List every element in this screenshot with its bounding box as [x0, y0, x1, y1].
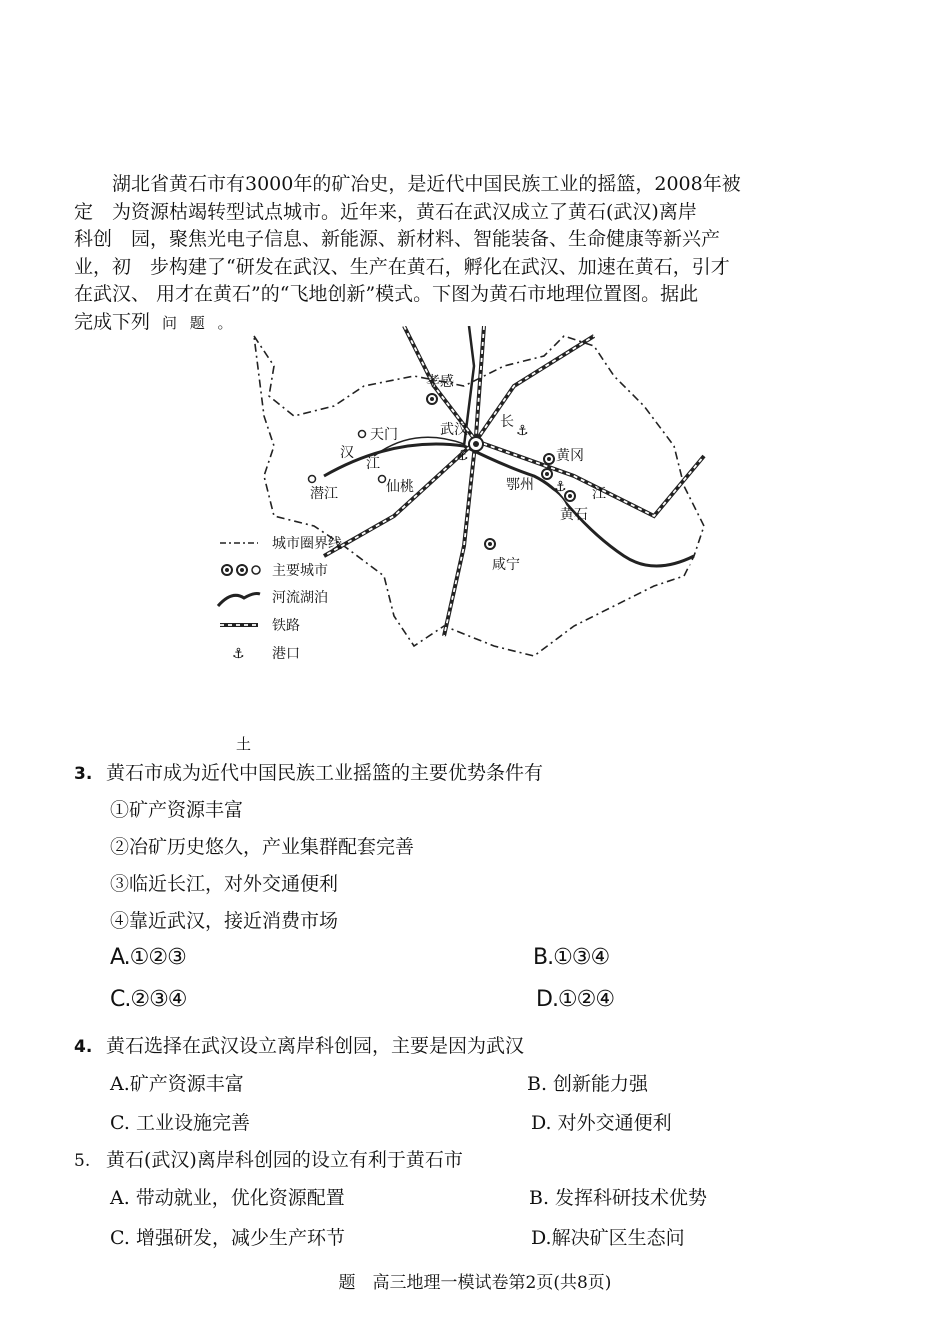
option-a[interactable]: A.矿产资源丰富 — [110, 1073, 244, 1095]
map-label: 武汉 — [440, 422, 468, 438]
question-number: 5. — [74, 1151, 91, 1171]
statement: ②冶矿历史悠久，产业集群配套完善 — [110, 836, 415, 858]
question-5 — [74, 1145, 463, 1172]
option-b[interactable]: B.①③④ — [533, 945, 610, 970]
statement: ③临近长江，对外交通便利 — [110, 873, 339, 895]
option-c[interactable]: C. 工业设施完善 — [110, 1112, 250, 1134]
map-label: 潜江 — [310, 486, 338, 502]
map-label: 汉 — [340, 445, 354, 461]
map-label: 孝感 — [426, 374, 454, 390]
intro-line: 完成下列 — [74, 310, 151, 333]
question-4 — [74, 1031, 524, 1058]
statement: ④靠近武汉，接近消费市场 — [110, 910, 339, 932]
option-a[interactable]: A.①②③ — [110, 945, 186, 970]
svg-text:⚓: ⚓ — [516, 423, 529, 439]
option-b[interactable]: B. 发挥科研技术优势 — [529, 1187, 708, 1209]
option-b[interactable]: B. 创新能力强 — [527, 1073, 649, 1095]
question-stem: 黄石(武汉)离岸科创园的设立有利于黄石市 — [106, 1149, 463, 1171]
map-label: 江 — [366, 456, 380, 472]
svg-text:⚓: ⚓ — [554, 479, 567, 495]
map-label: 咸宁 — [492, 557, 520, 573]
stray-mark: 土 — [236, 735, 252, 753]
option-d[interactable]: D.解决矿区生态问 — [531, 1227, 685, 1249]
huangshi-location-map — [214, 326, 720, 670]
question-number: 3. — [74, 764, 93, 784]
option-c[interactable]: C.②③④ — [110, 987, 187, 1012]
question-stem: 黄石市成为近代中国民族工业摇篮的主要优势条件有 — [106, 762, 544, 784]
intro-line: 湖北省黄石市有3000年的矿冶史，是近代中国民族工业的摇篮，2008年被 — [112, 173, 741, 195]
map-label: 鄂州 — [506, 477, 534, 493]
legend-label: 港口 — [272, 646, 300, 662]
intro-line-tail: 问 题 。 — [162, 313, 237, 332]
question-stem: 黄石选择在武汉设立离岸科创园，主要是因为武汉 — [106, 1035, 525, 1057]
intro-line: 科创 园，聚焦光电子信息、新能源、新材料、智能装备、生命健康等新兴产 — [74, 228, 721, 250]
map-label: 天门 — [370, 427, 398, 443]
city-legend-icon — [222, 565, 260, 575]
map-label: 黄冈 — [556, 448, 584, 464]
map-label: 仙桃 — [386, 479, 414, 495]
legend-label: 主要城市 — [272, 563, 328, 579]
svg-text:⚓: ⚓ — [456, 448, 469, 464]
question-number: 4. — [74, 1037, 93, 1057]
map-label: 江 — [592, 486, 606, 502]
option-c[interactable]: C. 增强研发，减少生产环节 — [110, 1227, 345, 1249]
option-a[interactable]: A. 带动就业，优化资源配置 — [110, 1187, 345, 1209]
option-d[interactable]: D.①②④ — [536, 987, 615, 1012]
legend-label: 河流湖泊 — [272, 590, 328, 606]
map-label: 长 — [500, 414, 514, 430]
port-legend-icon: ⚓ — [232, 646, 245, 662]
legend-label: 铁路 — [272, 618, 300, 634]
option-d[interactable]: D. 对外交通便利 — [531, 1112, 672, 1134]
intro-line: 业，初 步构建了“研发在武汉、生产在黄石，孵化在武汉、加速在黄石，引才 — [74, 255, 730, 278]
map-label: 黄石 — [560, 507, 588, 523]
river-legend-icon — [218, 594, 260, 607]
intro-passage — [74, 171, 860, 337]
statement: ①矿产资源丰富 — [110, 799, 244, 821]
intro-line: 定 为资源枯竭转型试点城市。近年来，黄石在武汉成立了黄石(武汉)离岸 — [74, 200, 697, 223]
question-3 — [74, 758, 543, 785]
page-footer: 题 高三地理一模试卷第2页(共8页) — [338, 1273, 612, 1293]
intro-line: 在武汉、 用才在黄石”的“飞地创新”模式。下图为黄石市地理位置图。据此 — [74, 283, 699, 305]
legend-label: 城市圈界线 — [272, 536, 342, 552]
